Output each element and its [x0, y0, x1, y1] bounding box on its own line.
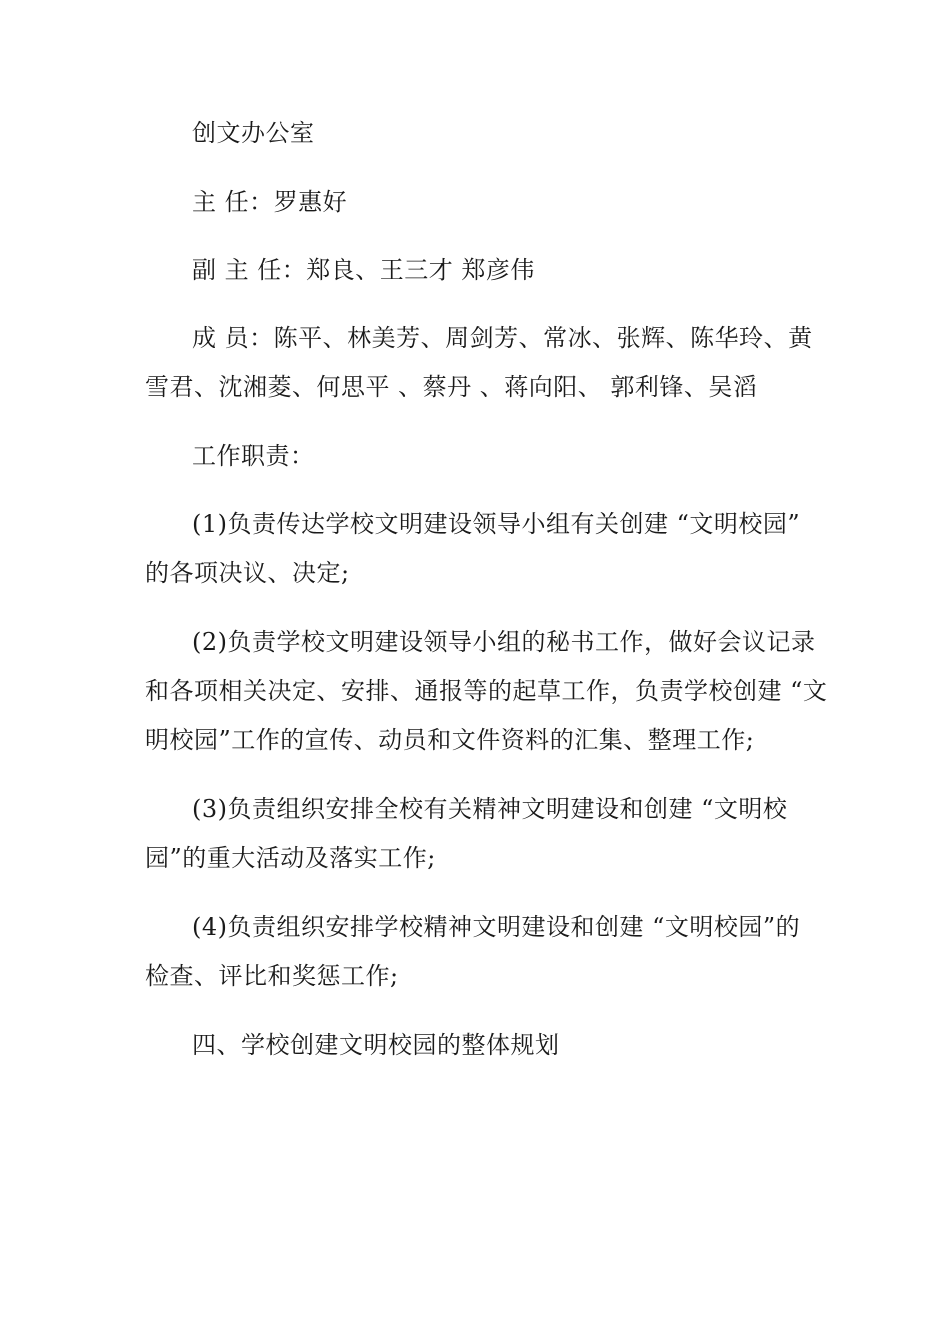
duty-4-line-2: 检查、评比和奖惩工作;	[145, 962, 399, 990]
duty-4-line-1: (4)负责组织安排学校精神文明建设和创建 “文明校园”的	[192, 913, 801, 941]
members-line-1: 成 员：陈平、林美芳、周剑芳、常冰、张辉、陈华玲、黄	[192, 324, 813, 352]
office-heading: 创文办公室	[192, 119, 315, 147]
section-four-heading: 四、学校创建文明校园的整体规划	[192, 1031, 560, 1059]
members-line-2: 雪君、沈湘菱、何思平 、蔡丹 、蒋向阳、 郭利锋、吴滔	[145, 373, 758, 401]
duty-3-line-2: 园”的重大活动及落实工作;	[145, 844, 436, 872]
duty-2-line-2: 和各项相关决定、安排、通报等的起草工作，负责学校创建 “文	[145, 677, 828, 705]
duty-2-line-1: (2)负责学校文明建设领导小组的秘书工作，做好会议记录	[192, 628, 816, 656]
deputy-director-line: 副 主 任：郑良、王三才 郑彦伟	[192, 256, 535, 284]
director-line: 主 任：罗惠好	[192, 188, 348, 216]
duty-1-line-1: (1)负责传达学校文明建设领导小组有关创建 “文明校园”	[192, 510, 801, 538]
duty-1-line-2: 的各项决议、决定;	[145, 559, 350, 587]
duty-3-line-1: (3)负责组织安排全校有关精神文明建设和创建 “文明校	[192, 795, 788, 823]
duties-title: 工作职责：	[192, 442, 315, 470]
duty-2-line-3: 明校园”工作的宣传、动员和文件资料的汇集、整理工作;	[145, 726, 755, 754]
